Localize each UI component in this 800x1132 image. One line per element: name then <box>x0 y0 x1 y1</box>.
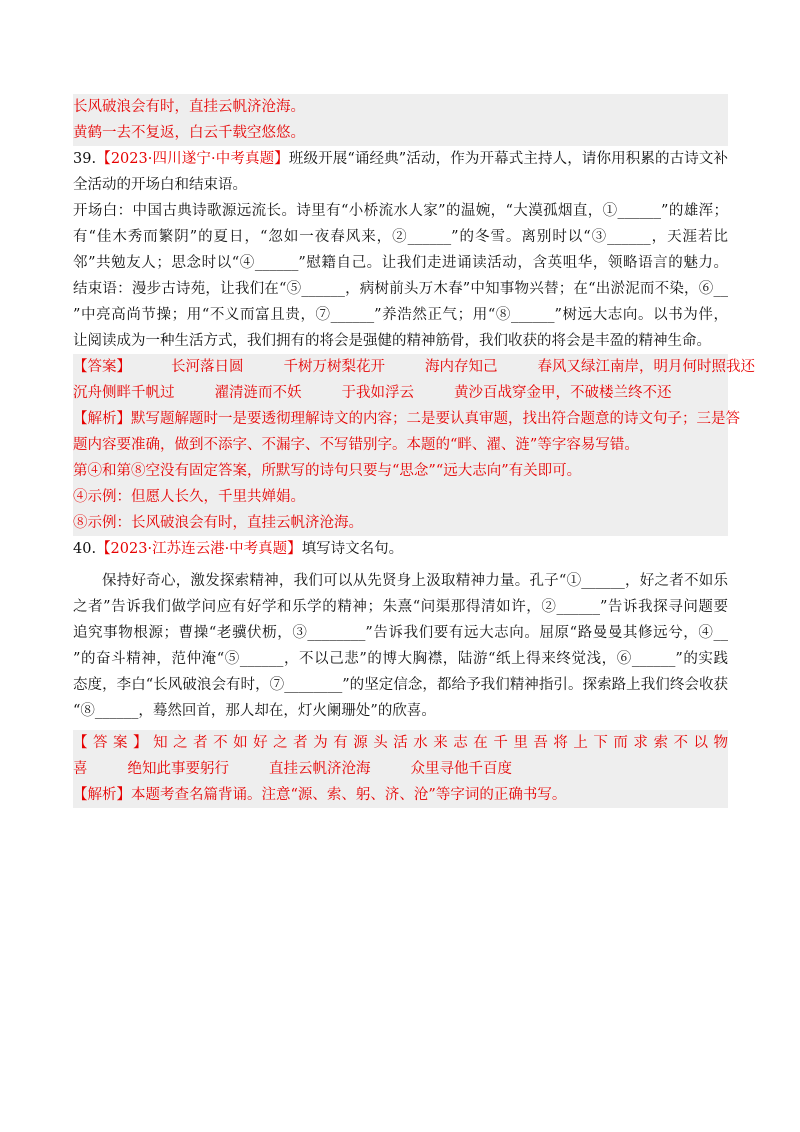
answer-item: 海内存知己 <box>425 359 498 375</box>
analysis-label: 【解析】 <box>73 787 131 803</box>
answer-analysis-block <box>73 354 755 536</box>
answer-item: 知之者不如好之者 <box>153 735 314 751</box>
paragraph-line: 结束语：漫步古诗苑，让我们在“⑤______，病树前头万木春”中知事物兴替；在“出淤泥而不染，⑥__ <box>73 281 728 297</box>
paragraph-line: ”中亮高尚节操；用“不义而富且贵，⑦______”养浩然正气；用“⑧______”树远大志向。以书为伴， <box>73 307 728 323</box>
question-source: 【2023·江苏连云港·中考真题】 <box>96 541 302 557</box>
answer-analysis-block <box>73 730 728 808</box>
paragraph-line: 态度，李白“长风破浪会有时，⑦________”的坚定信念，都给予我们精神指引。探索路上我们终会收获 <box>73 677 728 693</box>
answer-item: 于我如浮云 <box>341 385 414 401</box>
answer-item: 志在千里 <box>453 735 534 751</box>
question-stem: 填写诗文名句。 <box>301 541 404 557</box>
example-line: 长风破浪会有时，直挂云帆济沧海。 <box>73 99 305 115</box>
example-line: 黄鹤一去不复返，白云千载空悠悠。 <box>73 125 305 141</box>
question-39 <box>73 146 755 536</box>
answer-item: 喜 <box>73 761 88 777</box>
answer-item: 直挂云帆济沧海 <box>269 761 371 777</box>
question-source: 【2023·四川遂宁·中考真题】 <box>96 151 289 167</box>
paragraph-line: 保持好奇心，激发探索精神，我们可以从先贤身上汲取精神力量。孔子“①______，好之者不如乐 <box>102 573 728 589</box>
answer-item: 黄沙百战穿金甲，不破楼兰终不还 <box>454 385 672 401</box>
answer-item: 濯清涟而不妖 <box>214 385 302 401</box>
question-number: 39. <box>73 151 97 167</box>
page-content <box>73 94 755 808</box>
answer-label: 【答案】 <box>73 359 131 375</box>
analysis-text: 本题考查名篇背诵。注意“源、索、躬、济、沧”等字词的正确书写。 <box>131 787 567 803</box>
paragraph-line: 之者”告诉我们做学问应有好学和乐学的精神；朱熹“问渠那得清如许，②______”告诉我探寻问题要 <box>73 599 728 615</box>
answer-item: 不以物 <box>673 735 728 751</box>
question-number: 40. <box>73 541 97 557</box>
paragraph-line: 让阅读成为一种生活方式，我们拥有的将会是强健的精神筋骨，我们收获的将会是丰盈的精神生命。 <box>73 333 711 349</box>
paragraph-line: ”的奋斗精神，范仲淹“⑤______，不以己悲”的博大胸襟，陆游“纸上得来终觉浅，⑥______”的实践 <box>73 651 728 667</box>
paragraph-line: “⑧______，蓦然回首，那人却在，灯火阑珊处”的欣喜。 <box>73 703 436 719</box>
answer-item: 春风又绿江南岸，明月何时照我还 <box>537 359 755 375</box>
answer-item: 沉舟侧畔千帆过 <box>73 385 175 401</box>
answer-item: 绝知此事要躬行 <box>127 761 229 777</box>
paragraph-line: 有“佳木秀而繁阴”的夏日，“忽如一夜春风来，②______”的冬雪。离别时以“③______，天涯若比 <box>73 229 728 245</box>
answer-item: 千树万树梨花开 <box>283 359 385 375</box>
analysis-label: 【解析】 <box>73 411 131 427</box>
answer-label: 【答案】 <box>73 735 154 751</box>
answer-row <box>73 730 728 756</box>
answer-item: 吾将上下而求索 <box>533 735 674 751</box>
paragraph-line: 追究事物根源；曹操“老骥伏枥，③________”告诉我们要有远大志向。屈原“路曼曼其修远兮，④__ <box>73 625 728 641</box>
answer-row <box>73 354 755 380</box>
answer-item: 为有源头活水来 <box>313 735 454 751</box>
analysis-text: 默写题解题时一是要透彻理解诗文的内容；二是要认真审题，找出符合题意的诗文句子；三是答 <box>131 411 740 427</box>
analysis-text: ④示例：但愿人长久，千里共婵娟。 <box>73 489 305 505</box>
previous-answer-block <box>73 94 728 146</box>
answer-item: 众里寻他千百度 <box>410 761 512 777</box>
answer-row <box>73 380 728 406</box>
answer-item: 长河落日圆 <box>171 359 244 375</box>
question-stem: 全活动的开场白和结束语。 <box>73 177 247 193</box>
answer-row <box>73 756 728 782</box>
analysis-text: 题内容要准确，做到不添字、不漏字、不写错别字。本题的“畔、濯、涟”等字容易写错。 <box>73 437 639 453</box>
paragraph-line: 邻”共勉友人；思念时以“④______”慰籍自己。让我们走进诵读活动，含英咀华，领略语言的魅力。 <box>73 255 728 271</box>
analysis-text: ⑧示例：长风破浪会有时，直挂云帆济沧海。 <box>73 515 363 531</box>
question-stem: 班级开展“诵经典”活动，作为开幕式主持人，请你用积累的古诗文补 <box>288 151 728 167</box>
question-40 <box>73 536 728 808</box>
paragraph-line: 开场白：中国古典诗歌源远流长。诗里有“小桥流水人家”的温婉，“大漠孤烟直，①______”的雄浑； <box>73 203 728 219</box>
analysis-text: 第④和第⑧空没有固定答案，所默写的诗句只要与“思念”“远大志向”有关即可。 <box>73 463 582 479</box>
